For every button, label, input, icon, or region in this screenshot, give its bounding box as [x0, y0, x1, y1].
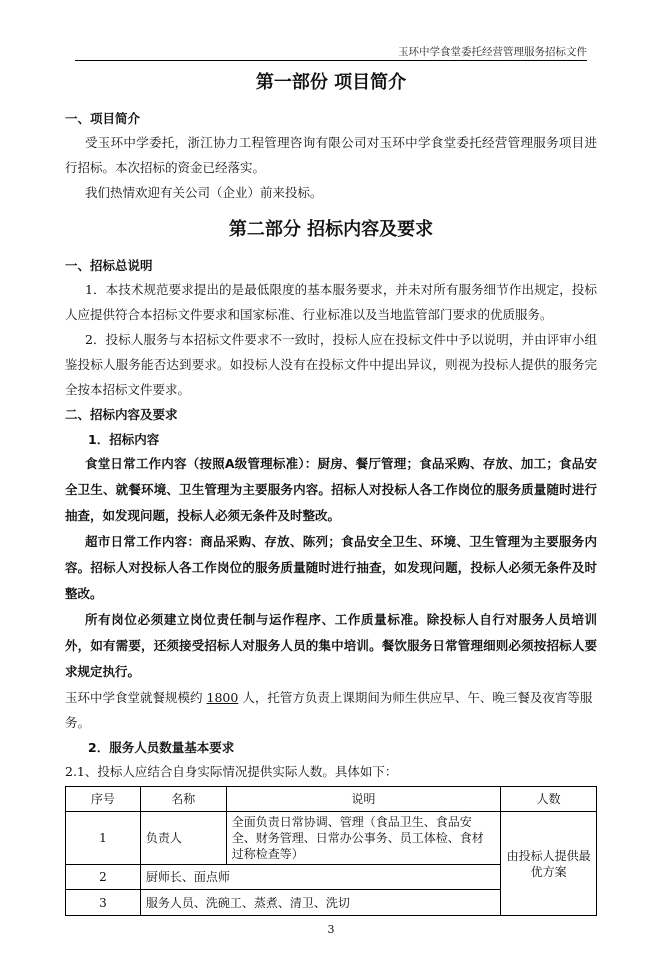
- part2-title: 第二部分 招标内容及要求: [228, 219, 434, 240]
- paragraph: 食堂日常工作内容（按照A级管理标准）：厨房、餐厅管理；食品采购、存放、加工；食品安全卫生、就餐环境、卫生管理为主要服务内容。招标人对投标人各工作岗位的服务质量随时进行抽查，如发现问题，投标人必须无条件及时整改。: [65, 456, 597, 523]
- table-header-row: [66, 787, 597, 812]
- staff-table: [65, 786, 597, 916]
- cell-name: 服务人员、洗碗工、蒸煮、清卫、洗切: [140, 890, 500, 916]
- subsection-heading: 1．招标内容: [88, 432, 160, 447]
- section-heading: 一、项目简介: [65, 111, 141, 126]
- subsection-heading: 2．服务人员数量基本要求: [88, 740, 235, 755]
- cell-no: 3: [66, 890, 141, 916]
- page-number: 3: [327, 923, 335, 936]
- scale-after: 人，托管方负责上课期间为师生供应早、午、晚三餐及夜宵等服务。: [65, 690, 593, 730]
- paragraph: 所有岗位必须建立岗位责任制与运作程序、工作质量标准。除投标人自行对服务人员培训外，如有需要，还须接受招标人对服务人员的集中培训。餐饮服务日常管理细则必须按招标人要求规定执行。: [65, 612, 597, 679]
- table-intro: 2.1、投标人应结合自身实际情况提供实际人数。具体如下：: [65, 764, 398, 779]
- table-row: [66, 812, 597, 865]
- scale-value: 1800: [206, 690, 239, 705]
- part1-title: 第一部份 项目简介: [255, 72, 407, 93]
- running-header: 玉环中学食堂委托经营管理服务招标文件: [75, 44, 587, 61]
- paragraph: 1．本技术规范要求提出的是最低限度的基本服务要求，并未对所有服务细节作出规定，投标人应提供符合本招标文件要求和国家标准、行业标准以及当地监管部门要求的优质服务。: [65, 282, 597, 322]
- paragraph: 超市日常工作内容：商品采购、存放、陈列；食品安全卫生、环境、卫生管理为主要服务内容。招标人对投标人各工作岗位的服务质量随时进行抽查，如发现问题，投标人必须无条件及时整改。: [65, 534, 597, 601]
- paragraph: 2．投标人服务与本招标文件要求不一致时，投标人应在投标文件中予以说明，并由评审小组鉴投标人服务能否达到要求。如投标人没有在投标文件中提出异议，则视为投标人提供的服务完全按本招标文件要求。: [65, 332, 597, 397]
- section-heading: 一、招标总说明: [65, 258, 153, 273]
- header-cell: 序号: [66, 787, 141, 812]
- cell-no: 1: [66, 812, 141, 865]
- header-cell: 说明: [226, 787, 500, 812]
- paragraph: 我们热情欢迎有关公司（企业）前来投标。: [85, 185, 323, 200]
- cell-no: 2: [66, 865, 141, 890]
- cell-desc: 全面负责日常协调、管理（食品卫生、食品安全、财务管理、日常办公事务、员工体检、食材过称检查等）: [226, 812, 500, 865]
- paragraph: 受玉环中学委托，浙江协力工程管理咨询有限公司对玉环中学食堂委托经营管理服务项目进行招标。本次招标的资金已经落实。: [65, 135, 597, 175]
- cell-name: 负责人: [140, 812, 226, 865]
- dining-scale: [65, 685, 597, 735]
- section-heading: 二、招标内容及要求: [65, 407, 178, 422]
- header-cell: 名称: [140, 787, 226, 812]
- header-cell: 人数: [501, 787, 597, 812]
- cell-name: 厨师长、面点师: [140, 865, 500, 890]
- cell-count: 由投标人提供最优方案: [501, 812, 597, 916]
- scale-before: 玉环中学食堂就餐规模约: [65, 690, 203, 705]
